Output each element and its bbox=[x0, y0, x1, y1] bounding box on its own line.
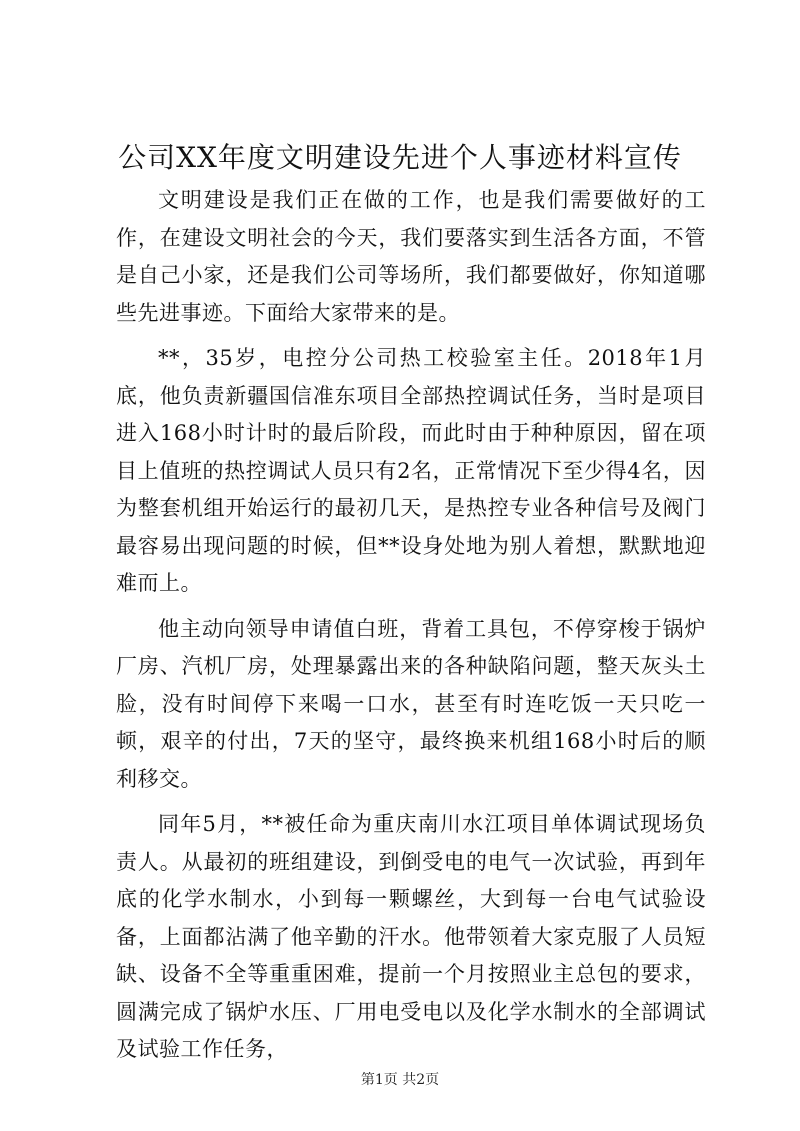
paragraph-may-project: 同年5月，**被任命为重庆南川水江项目单体调试现场负责人。从最初的班组建设，到倒受电的电气一次试验，再到年底的化学水制水，小到每一颗螺丝，大到每一台电气试验设备，上面都沾满了他辛勤的汗水。他带领着大家克服了人员短缺、设备不全等重重困难，提前一个月按照业主总包的要求，圆满完成了锅炉水压、厂用电受电以及化学水制水的全部调试及试验工作任务， bbox=[116, 812, 706, 1061]
paragraph-january-task: **，35岁，电控分公司热工校验室主任。2018年1月底，他负责新疆国信准东项目全部热控调试任务，当时是项目进入168小时计时的最后阶段，而此时由于种种原因，留在项目上值班的热控调试人员只有2名，正常情况下至少得4名，因为整套机组开始运行的最初几天，是热控专业各种信号及阀门最容易出现问题的时候，但**设身处地为别人着想，默默地迎难而上。 bbox=[116, 346, 706, 595]
paragraph-intro: 文明建设是我们正在做的工作，也是我们需要做好的工作，在建设文明社会的今天，我们要落实到生活各方面，不管是自己小家，还是我们公司等场所，我们都要做好，你知道哪些先进事迹。下面给大家带来的是。 bbox=[116, 188, 706, 325]
document-title: 公司XX年度文明建设先进个人事迹材料宣传 bbox=[118, 141, 682, 174]
paragraph-day-shift: 他主动向领导申请值白班，背着工具包，不停穿梭于锅炉厂房、汽机厂房，处理暴露出来的各种缺陷问题，整天灰头土脸，没有时间停下来喝一口水，甚至有时连吃饭一天只吃一顿，艰辛的付出，7天的坚守，最终换来机组168小时后的顺利移交。 bbox=[116, 616, 706, 791]
page-number: 第1页 共2页 bbox=[360, 1072, 440, 1088]
document-body bbox=[116, 182, 706, 1077]
